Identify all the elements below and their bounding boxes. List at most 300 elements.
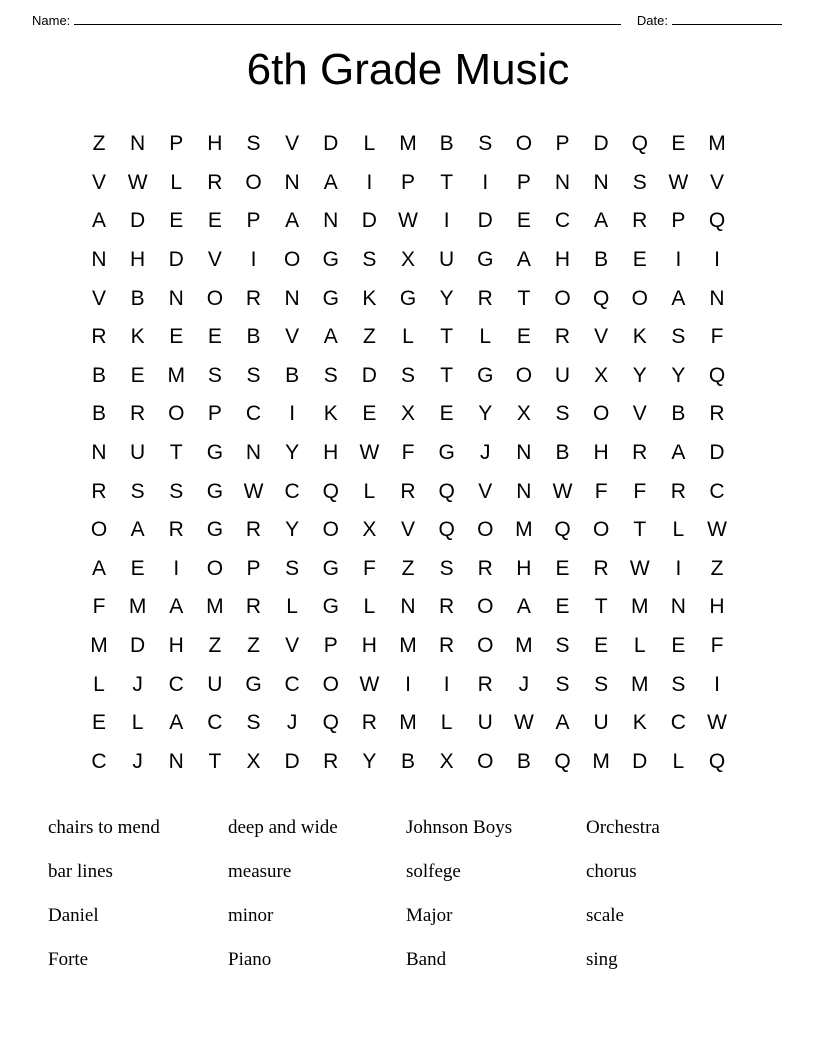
grid-row	[80, 202, 736, 241]
grid-cell: B	[439, 132, 454, 156]
grid-cell: N	[400, 595, 416, 619]
grid-cell: L	[363, 132, 376, 156]
grid-cell: D	[168, 247, 184, 271]
grid-cell: L	[131, 711, 144, 735]
grid-cell: A	[130, 518, 145, 542]
grid-cell: V	[400, 518, 415, 542]
grid-cell: R	[439, 595, 455, 619]
grid-cell: Y	[439, 286, 454, 310]
grid-cell: H	[168, 633, 184, 657]
grid-cell: V	[285, 325, 300, 349]
grid-cell: L	[363, 595, 376, 619]
grid-cell: W	[359, 440, 380, 464]
grid-cell: M	[399, 633, 417, 657]
grid-cell: V	[207, 247, 222, 271]
grid-cell: X	[246, 749, 261, 773]
grid-cell: O	[283, 247, 301, 271]
grid-cell: P	[169, 132, 184, 156]
grid-cell: R	[130, 402, 146, 426]
grid-cell: R	[477, 556, 493, 580]
grid-cell: G	[206, 479, 224, 503]
grid-cell: J	[518, 672, 530, 696]
word-list-item: Piano	[228, 949, 272, 971]
grid-cell: S	[169, 479, 184, 503]
grid-cell: S	[594, 672, 609, 696]
word-list-item: measure	[228, 861, 292, 883]
grid-cell: X	[362, 518, 377, 542]
grid-cell: G	[477, 247, 494, 271]
word-search-grid	[80, 124, 736, 780]
grid-cell: J	[286, 711, 298, 735]
grid-cell: N	[516, 479, 532, 503]
grid-cell: I	[714, 672, 720, 696]
grid-cell: U	[130, 440, 146, 464]
grid-cell: B	[400, 749, 415, 773]
grid-cell: A	[516, 247, 531, 271]
grid-cell: W	[629, 556, 650, 580]
grid-cell: A	[516, 595, 531, 619]
grid-cell: M	[128, 595, 147, 619]
name-write-line[interactable]	[74, 24, 621, 25]
grid-row	[80, 356, 736, 395]
grid-cell: O	[477, 749, 494, 773]
grid-cell: L	[479, 325, 492, 349]
grid-cell: O	[477, 595, 494, 619]
grid-cell: V	[285, 633, 300, 657]
word-list-row	[48, 850, 776, 894]
word-list-row	[48, 938, 776, 982]
grid-cell: D	[593, 132, 609, 156]
word-list-row	[48, 806, 776, 850]
grid-cell: W	[398, 209, 418, 233]
grid-cell: R	[709, 402, 725, 426]
grid-cell: L	[672, 749, 685, 773]
grid-cell: D	[709, 440, 725, 464]
grid-cell: D	[130, 633, 146, 657]
grid-cell: O	[515, 363, 533, 387]
grid-cell: L	[286, 595, 298, 619]
grid-cell: M	[515, 633, 533, 657]
grid-cell: W	[127, 170, 148, 194]
grid-cell: M	[631, 672, 649, 696]
grid-cell: E	[362, 402, 377, 426]
word-list-item: scale	[586, 905, 624, 927]
word-list-item: solfege	[406, 861, 461, 883]
grid-cell: S	[207, 363, 222, 387]
grid-cell: C	[284, 479, 300, 503]
grid-cell: S	[478, 132, 493, 156]
grid-cell: E	[632, 247, 647, 271]
page-title: 6th Grade Music	[246, 45, 570, 94]
grid-cell: N	[168, 749, 184, 773]
grid-cell: S	[632, 170, 647, 194]
grid-cell: B	[285, 363, 300, 387]
grid-cell: G	[322, 556, 339, 580]
grid-cell: Q	[322, 479, 339, 503]
grid-cell: K	[130, 325, 145, 349]
grid-cell: D	[632, 749, 648, 773]
grid-cell: N	[323, 209, 339, 233]
grid-cell: B	[594, 247, 609, 271]
word-list-item: Orchestra	[586, 817, 660, 839]
grid-cell: C	[709, 479, 725, 503]
grid-cell: O	[515, 132, 533, 156]
grid-cell: S	[555, 672, 570, 696]
grid-cell: O	[592, 402, 610, 426]
grid-cell: M	[399, 711, 417, 735]
grid-cell: A	[671, 286, 686, 310]
grid-cell: B	[91, 363, 106, 387]
grid-cell: S	[246, 132, 261, 156]
grid-cell: U	[477, 711, 493, 735]
grid-row	[80, 626, 736, 665]
grid-cell: A	[555, 711, 570, 735]
grid-cell: L	[93, 672, 105, 696]
grid-cell: Y	[362, 749, 377, 773]
grid-cell: I	[675, 247, 682, 271]
grid-row	[80, 279, 736, 318]
grid-cell: C	[91, 749, 107, 773]
grid-cell: B	[671, 402, 686, 426]
grid-cell: P	[246, 209, 261, 233]
grid-cell: E	[555, 595, 570, 619]
grid-cell: N	[130, 132, 146, 156]
word-list-item: chorus	[586, 861, 637, 883]
grid-cell: V	[478, 479, 493, 503]
grid-cell: I	[443, 209, 450, 233]
grid-cell: H	[323, 440, 339, 464]
grid-cell: D	[361, 209, 377, 233]
grid-cell: L	[402, 325, 414, 349]
grid-cell: G	[322, 247, 339, 271]
grid-cell: E	[671, 633, 686, 657]
grid-cell: S	[130, 479, 145, 503]
grid-cell: A	[671, 440, 686, 464]
grid-cell: F	[710, 325, 724, 349]
word-list-item: chairs to mend	[48, 817, 160, 839]
grid-cell: I	[173, 556, 180, 580]
grid-cell: N	[91, 247, 107, 271]
grid-row	[80, 124, 736, 163]
grid-cell: L	[363, 479, 376, 503]
grid-cell: W	[707, 518, 727, 542]
grid-cell: G	[399, 286, 417, 310]
grid-cell: Q	[708, 749, 726, 773]
grid-cell: H	[593, 440, 609, 464]
grid-cell: Z	[710, 556, 724, 580]
grid-cell: A	[91, 556, 106, 580]
grid-cell: S	[555, 633, 570, 657]
grid-row	[80, 665, 736, 704]
word-list-item: Band	[406, 949, 447, 971]
grid-cell: G	[206, 518, 224, 542]
grid-cell: E	[91, 711, 106, 735]
grid-cell: Q	[438, 479, 455, 503]
grid-cell: R	[670, 479, 686, 503]
grid-cell: B	[91, 402, 106, 426]
grid-cell: R	[477, 672, 493, 696]
grid-cell: X	[439, 749, 454, 773]
grid-cell: A	[91, 209, 106, 233]
grid-row	[80, 742, 736, 781]
grid-cell: I	[250, 247, 257, 271]
word-list-item: Johnson Boys	[406, 817, 513, 839]
grid-row	[80, 163, 736, 202]
grid-cell: E	[555, 556, 570, 580]
grid-cell: W	[668, 170, 689, 194]
grid-cell: H	[709, 595, 725, 619]
grid-cell: T	[208, 749, 222, 773]
grid-cell: N	[670, 595, 686, 619]
grid-cell: E	[207, 325, 222, 349]
grid-cell: Z	[208, 633, 222, 657]
grid-cell: E	[169, 325, 184, 349]
grid-cell: X	[400, 402, 415, 426]
grid-cell: M	[90, 633, 108, 657]
grid-cell: Q	[708, 363, 726, 387]
grid-cell: T	[440, 170, 454, 194]
grid-cell: C	[168, 672, 184, 696]
grid-cell: I	[443, 672, 450, 696]
grid-cell: R	[593, 556, 609, 580]
grid-cell: W	[707, 711, 727, 735]
grid-cell: H	[361, 633, 377, 657]
grid-cell: Y	[478, 402, 493, 426]
grid-cell: R	[632, 209, 648, 233]
grid-cell: L	[170, 170, 183, 194]
grid-cell: O	[206, 556, 224, 580]
grid-cell: O	[245, 170, 262, 194]
grid-cell: I	[482, 170, 489, 194]
grid-cell: Q	[554, 749, 571, 773]
grid-cell: A	[285, 209, 300, 233]
grid-cell: K	[362, 286, 377, 310]
grid-cell: D	[477, 209, 493, 233]
grid-cell: X	[516, 402, 531, 426]
grid-cell: U	[439, 247, 455, 271]
grid-cell: A	[594, 209, 609, 233]
grid-cell: D	[361, 363, 377, 387]
grid-cell: E	[671, 132, 686, 156]
word-list-item: sing	[586, 949, 618, 971]
grid-cell: H	[207, 132, 223, 156]
grid-cell: D	[284, 749, 300, 773]
grid-cell: F	[362, 556, 376, 580]
grid-cell: T	[440, 363, 454, 387]
word-list-item: Major	[406, 905, 453, 927]
grid-cell: F	[92, 595, 106, 619]
grid-cell: V	[91, 286, 106, 310]
grid-row	[80, 472, 736, 511]
grid-cell: W	[243, 479, 264, 503]
grid-cell: A	[323, 170, 338, 194]
grid-cell: E	[130, 363, 145, 387]
grid-cell: A	[323, 325, 338, 349]
grid-cell: N	[554, 170, 571, 194]
grid-cell: S	[323, 363, 338, 387]
grid-cell: S	[285, 556, 300, 580]
grid-cell: Q	[592, 286, 610, 310]
word-list-item: bar lines	[48, 861, 113, 883]
grid-cell: V	[285, 132, 300, 156]
grid-cell: T	[440, 325, 454, 349]
grid-cell: P	[516, 170, 531, 194]
grid-cell: O	[631, 286, 648, 310]
grid-row	[80, 240, 736, 279]
grid-cell: N	[593, 170, 609, 194]
grid-cell: R	[207, 170, 223, 194]
grid-cell: A	[169, 595, 184, 619]
grid-row	[80, 588, 736, 627]
grid-cell: U	[554, 363, 571, 387]
grid-cell: X	[400, 247, 415, 271]
grid-cell: Q	[631, 132, 648, 156]
grid-cell: Q	[322, 711, 339, 735]
grid-cell: E	[439, 402, 454, 426]
date-write-line[interactable]	[672, 24, 782, 25]
grid-cell: E	[516, 325, 531, 349]
grid-cell: K	[632, 325, 647, 349]
grid-cell: Q	[708, 209, 726, 233]
grid-cell: I	[405, 672, 411, 696]
grid-cell: J	[480, 440, 491, 464]
grid-cell: T	[594, 595, 608, 619]
grid-cell: O	[554, 286, 571, 310]
grid-row	[80, 510, 736, 549]
grid-cell: E	[516, 209, 531, 233]
grid-cell: B	[516, 749, 531, 773]
grid-cell: S	[671, 325, 686, 349]
grid-cell: G	[322, 595, 339, 619]
grid-cell: M	[206, 595, 224, 619]
grid-cell: F	[633, 479, 647, 503]
grid-cell: J	[132, 672, 143, 696]
grid-row	[80, 433, 736, 472]
grid-cell: Y	[285, 440, 300, 464]
grid-cell: W	[552, 479, 573, 503]
grid-row	[80, 317, 736, 356]
word-list-item: deep and wide	[228, 817, 338, 839]
grid-cell: P	[671, 209, 686, 233]
grid-cell: G	[206, 440, 224, 464]
grid-cell: B	[130, 286, 145, 310]
grid-cell: P	[555, 132, 570, 156]
grid-cell: V	[632, 402, 647, 426]
grid-cell: M	[592, 749, 610, 773]
grid-cell: B	[555, 440, 570, 464]
grid-cell: H	[516, 556, 532, 580]
grid-cell: Q	[554, 518, 571, 542]
grid-cell: T	[517, 286, 531, 310]
grid-cell: C	[207, 711, 223, 735]
date-label: Date:	[636, 13, 668, 28]
grid-cell: S	[246, 363, 261, 387]
grid-cell: T	[633, 518, 647, 542]
grid-cell: O	[322, 672, 339, 696]
grid-cell: O	[322, 518, 339, 542]
grid-cell: O	[592, 518, 610, 542]
grid-cell: M	[631, 595, 649, 619]
grid-cell: C	[554, 209, 571, 233]
grid-cell: O	[206, 286, 224, 310]
grid-cell: N	[245, 440, 262, 464]
grid-cell: Y	[671, 363, 686, 387]
grid-cell: F	[401, 440, 415, 464]
grid-cell: F	[594, 479, 608, 503]
grid-cell: Z	[362, 325, 376, 349]
grid-row	[80, 549, 736, 588]
grid-cell: S	[555, 402, 570, 426]
grid-cell: R	[91, 479, 107, 503]
grid-cell: Z	[92, 132, 106, 156]
grid-cell: P	[246, 556, 261, 580]
grid-cell: S	[439, 556, 454, 580]
grid-cell: I	[675, 556, 682, 580]
grid-cell: N	[284, 286, 300, 310]
grid-cell: Q	[438, 518, 455, 542]
word-list	[0, 806, 816, 982]
grid-row	[80, 395, 736, 434]
word-list-item: Daniel	[48, 905, 99, 927]
grid-cell: Y	[285, 518, 300, 542]
header-row	[0, 0, 816, 28]
grid-cell: M	[399, 132, 417, 156]
grid-cell: S	[671, 672, 686, 696]
grid-cell: G	[245, 672, 262, 696]
grid-cell: T	[169, 440, 183, 464]
grid-cell: O	[90, 518, 108, 542]
grid-cell: G	[477, 363, 494, 387]
grid-cell: Z	[247, 633, 260, 657]
grid-cell: H	[130, 247, 146, 271]
grid-cell: L	[672, 518, 685, 542]
name-label: Name:	[32, 13, 71, 28]
grid-cell: R	[477, 286, 493, 310]
grid-cell: B	[246, 325, 261, 349]
grid-cell: D	[323, 132, 339, 156]
grid-cell: A	[169, 711, 184, 735]
grid-cell: K	[632, 711, 647, 735]
grid-cell: M	[708, 132, 726, 156]
grid-cell: M	[515, 518, 533, 542]
grid-cell: Y	[632, 363, 647, 387]
grid-cell: R	[91, 325, 107, 349]
grid-cell: S	[400, 363, 415, 387]
grid-cell: R	[439, 633, 455, 657]
grid-cell: I	[714, 247, 720, 271]
word-list-item: Forte	[48, 949, 89, 971]
grid-cell: F	[710, 633, 724, 657]
grid-cell: V	[91, 170, 106, 194]
grid-cell: Z	[401, 556, 415, 580]
grid-cell: N	[168, 286, 184, 310]
grid-row	[80, 703, 736, 742]
word-list-item: minor	[228, 905, 274, 927]
grid-cell: O	[477, 633, 494, 657]
grid-cell: R	[245, 595, 262, 619]
grid-cell: J	[132, 749, 143, 773]
grid-cell: P	[400, 170, 415, 194]
grid-cell: R	[400, 479, 416, 503]
grid-cell: E	[130, 556, 145, 580]
grid-cell: W	[513, 711, 534, 735]
grid-cell: C	[670, 711, 686, 735]
grid-cell: U	[207, 672, 223, 696]
grid-cell: G	[322, 286, 339, 310]
grid-cell: O	[477, 518, 494, 542]
grid-cell: E	[594, 633, 609, 657]
grid-cell: G	[438, 440, 455, 464]
